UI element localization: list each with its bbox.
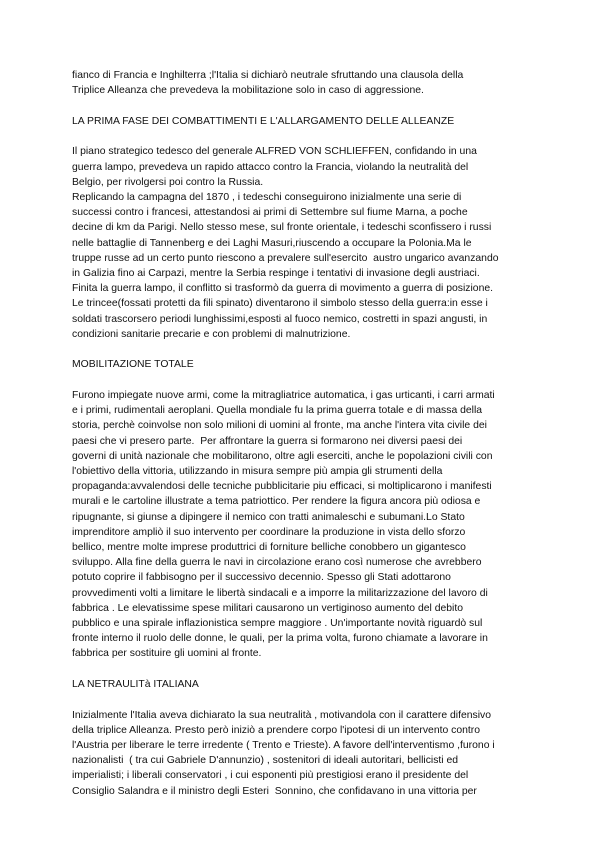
text-line: potuto coprire il fabbisogno per il successivo decennio. Spesso gli Stati adottarono — [72, 572, 451, 584]
text-line: in Galizia fino ai Carpazi, mentre la Serbia respinge i tentativi di invasione degli austriaci. — [72, 268, 480, 280]
section-heading-prima-fase: LA PRIMA FASE DEI COMBATTIMENTI E L'ALLARGAMENTO DELLE ALLEANZE — [72, 115, 455, 127]
text-line: decine di km da Parigi. Nello stesso mese, sul fronte orientale, i tedeschi sconfissero i russi — [72, 222, 492, 234]
text-line: ripugnante, si giunse a dipingere il nemico con tratti animaleschi e subumani.Lo Stato — [72, 511, 465, 523]
text-line: fabbrica . Le elevatissime spese militari causarono un vertiginoso aumento del debito — [72, 602, 464, 614]
text-line: imprenditore ampliò il suo intervento per coordinare la produzione in vista dello sforzo — [72, 526, 466, 538]
text-line: storia, perchè coinvolse non solo milioni di uomini al fronte, ma anche l'intera vita civile dei — [72, 420, 487, 432]
text-line: provvedimenti volti a limitare le libertà sindacali e a imporre la militarizzazione del lavoro di — [72, 587, 488, 599]
section-prima-fase-paragraph — [72, 144, 532, 342]
text-line: Il piano strategico tedesco del generale ALFRED VON SCHLIEFFEN, confidando in una — [72, 146, 477, 158]
text-line: Triplice Alleanza che prevedeva la mobilitazione solo in caso di aggressione. — [72, 85, 424, 97]
text-line: paesi che vi presero parte. Per affrontare la guerra si formarono nei diversi paesi dei — [72, 435, 463, 447]
text-line: soldati trascorsero periodi lunghissimi,esposti al fuoco nemico, costretti in spazi angusti, in — [72, 313, 488, 325]
text-line: pubblico e una spirale inflazionistica sempre maggiore . Un'importante novità riguardò sul — [72, 618, 483, 630]
text-line: e i primi, rudimentali aeroplani. Quella mondiale fu la prima guerra totale e di massa della — [72, 405, 483, 417]
text-line: murali e le cartoline illustrate a tema patriottico. Per rendere la figura ancora più odiosa e — [72, 496, 481, 508]
intro-paragraph — [72, 68, 532, 98]
text-line: Le trincee(fossati protetti da fili spinato) diventarono il simbolo stesso della guerra:in esse i — [72, 298, 488, 310]
section-mobilitazione-paragraph — [72, 388, 532, 662]
text-line: imperialisti; i liberali conservatori , i cui esponenti più prestigiosi erano il presidente del — [72, 770, 469, 782]
text-line: Inizialmente l'Italia aveva dichiarato la sua neutralità , motivandola con il carattere difensivo — [72, 709, 491, 721]
text-line: Consiglio Salandra e il ministro degli Esteri Sonnino, che confidavano in una vittoria per — [72, 785, 477, 797]
text-line: l'obiettivo della vittoria, utilizzando in misura sempre più ampia gli strumenti della — [72, 466, 443, 478]
text-line: guerra lampo, prevedeva un rapido attacco contro la Francia, violando la neutralità del — [72, 161, 469, 173]
text-line: bellico, mentre molte imprese produttrici di forniture belliche conobbero un gigantesco — [72, 542, 466, 554]
text-line: truppe russe ad un certo punto riescono a prevalere sull'esercito austro ungarico avanzando — [72, 252, 499, 264]
text-line: della triplice Alleanza. Presto però iniziò a prendere corpo l'ipotesi di un intervento contro — [72, 724, 481, 736]
text-line: successi contro i francesi, attestandosi ai primi di Settembre sul fiume Marna, a poche — [72, 207, 468, 219]
text-line: propaganda:avvalendosi delle tecniche pubblicitarie piu efficaci, si moltiplicarono i manifesti — [72, 481, 492, 493]
section-neutralita-paragraph — [72, 708, 532, 799]
text-line: governi di unità nazionale che mobilitarono, oltre agli eserciti, anche le popolazioni civili con — [72, 450, 493, 462]
text-line: l'Austria per liberare le terre irredente ( Trento e Trieste). A favore dell'interventismo ,furono i — [72, 740, 495, 752]
section-heading-neutralita: LA NETRAULITà ITALIANA — [72, 679, 199, 691]
document-body — [72, 68, 532, 799]
text-line: fabbrica per sostituire gli uomini al fronte. — [72, 648, 262, 660]
text-line: nelle battaglie di Tannenberg e dei Laghi Masuri,riuscendo a occupare la Polonia.Ma le — [72, 237, 472, 249]
text-line: fianco di Francia e Inghilterra ;l'Italia si dichiarò neutrale sfruttando una clausola della — [72, 70, 464, 81]
text-line: Replicando la campagna del 1870 , i tedeschi conseguirono inizialmente una serie di — [72, 192, 462, 203]
text-line: nazionalisti ( tra cui Gabriele D'annunzio) , sostenitori di ideali autoritari, bellicisti ed — [72, 755, 459, 767]
text-line: condizioni sanitarie precarie e con problemi di malnutrizione. — [72, 328, 351, 340]
text-line: Furono impiegate nuove armi, come la mitragliatrice automatica, i gas urticanti, i carri armati — [72, 390, 495, 402]
section-heading-mobilitazione: MOBILITAZIONE TOTALE — [72, 359, 194, 371]
text-line: sviluppo. Alla fine della guerra le navi in circolazione erano così numerose che avrebbero — [72, 557, 482, 569]
text-line: fronte interno il ruolo delle donne, le quali, per la prima volta, furono chiamate a lavorare in — [72, 633, 488, 645]
text-line: Finita la guerra lampo, il conflitto si trasformò da guerra di movimento a guerra di posizione. — [72, 283, 494, 295]
text-line: Belgio, per rivolgersi poi contro la Russia. — [72, 176, 264, 188]
